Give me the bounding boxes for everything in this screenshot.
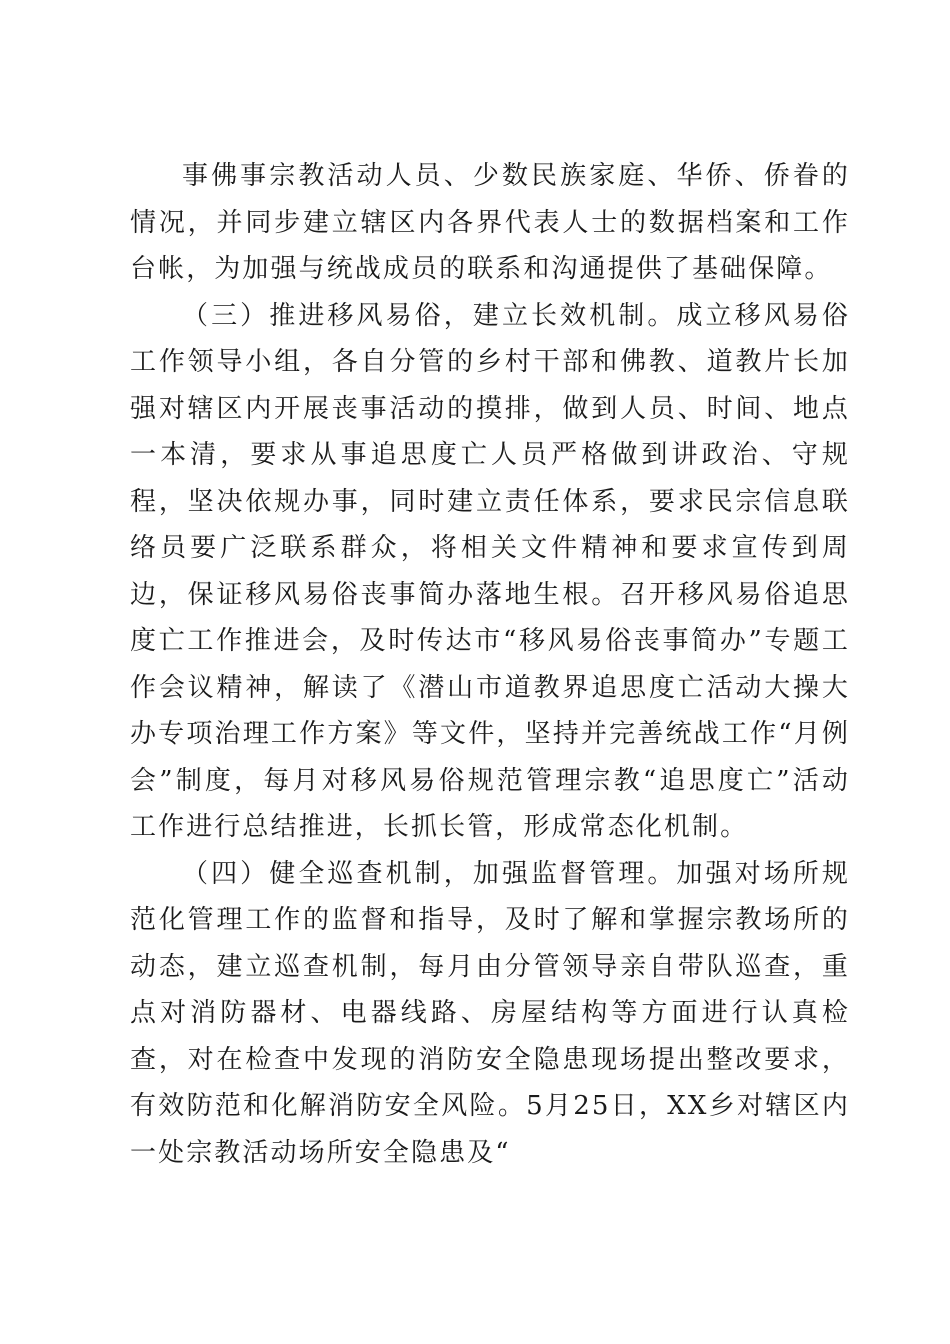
paragraph-1: 事佛事宗教活动人员、少数民族家庭、华侨、侨眷的情况，并同步建立辖区内各界代表人士的数据档案和工作台帐，为加强与统战成员的联系和沟通提供了基础保障。 — [130, 161, 850, 284]
paragraph-3: （四）健全巡查机制，加强监督管理。加强对场所规范化管理工作的监督和指导，及时了解和掌握宗教场所的动态，建立巡查机制，每月由分管领导亲自带队巡查，重点对消防器材、电器线路、房屋结构等方面进行认真检查，对在检查中发现的消防安全隐患现场提出整改要求，有效防范和化解消防安全风险。5月25日，XX乡对辖区内一处宗教活动场所安全隐患及“ — [130, 858, 850, 1168]
paragraph-2: （三）推进移风易俗，建立长效机制。成立移风易俗工作领导小组，各自分管的乡村干部和佛教、道教片长加强对辖区内开展丧事活动的摸排，做到人员、时间、地点一本清，要求从事追思度亡人员严格做到讲政治、守规程，坚决依规办事，同时建立责任体系，要求民宗信息联络员要广泛联系群众，将相关文件精神和要求宣传到周边，保证移风易俗丧事简办落地生根。召开移风易俗追思度亡工作推进会，及时传达市“移风易俗丧事简办”专题工作会议精神，解读了《潜山市道教界追思度亡活动大操大办专项治理工作方案》等文件，坚持并完善统战工作“月例会”制度，每月对移风易俗规范管理宗教“追思度亡”活动工作进行总结推进，长抓长管，形成常态化机制。 — [130, 300, 850, 842]
document-body — [130, 153, 850, 1176]
